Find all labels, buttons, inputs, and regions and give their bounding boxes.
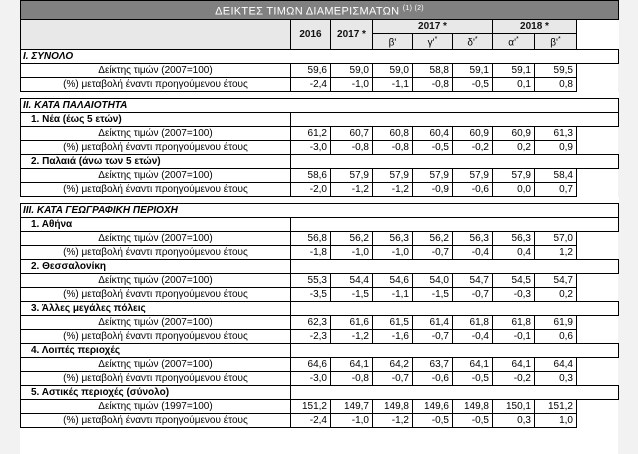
value-cell: 149,8 — [453, 400, 493, 414]
section-title: II. ΚΑΤΑ ΠΑΛΑΙΟΤΗΤΑ — [21, 99, 619, 113]
value-cell: 54,6 — [373, 274, 413, 288]
value-cell: -0,5 — [453, 78, 493, 92]
value-cell: -1,2 — [331, 330, 373, 344]
title-footnote-marker: (1) (2) — [402, 4, 424, 12]
value-cell: 151,2 — [291, 400, 331, 414]
row-label: Δείκτης τιμών (2007=100) — [21, 358, 291, 372]
value-cell: 57,9 — [453, 169, 493, 183]
value-cell: -0,7 — [413, 246, 453, 260]
header-year-2016: 2016 — [291, 20, 331, 50]
row-label: (%) μεταβολή έναντι προηγούμενου έτους — [21, 330, 291, 344]
value-cell: 59,1 — [493, 64, 535, 78]
row-trailing-cell — [577, 141, 619, 155]
value-cell: -0,5 — [453, 414, 493, 428]
value-cell: 54,7 — [535, 274, 577, 288]
subgroup-title: 3. Άλλες μεγάλες πόλεις — [21, 302, 291, 316]
price-index-table — [20, 0, 619, 428]
value-cell: 149,7 — [331, 400, 373, 414]
value-cell: 0,1 — [493, 78, 535, 92]
section-title: I. ΣΥΝΟΛΟ — [21, 50, 619, 64]
value-cell: 60,7 — [331, 127, 373, 141]
row-trailing-cell — [577, 400, 619, 414]
value-cell: 61,5 — [373, 316, 413, 330]
value-cell: -1,6 — [373, 330, 413, 344]
row-label: (%) μεταβολή έναντι προηγούμενου έτους — [21, 414, 291, 428]
value-cell: 57,9 — [493, 169, 535, 183]
header-quarter-label: α' — [508, 37, 516, 49]
subgroup-heading-row — [21, 260, 619, 274]
subgroup-fill — [291, 302, 619, 316]
value-cell: 56,3 — [493, 232, 535, 246]
table-row — [21, 183, 619, 197]
subgroup-fill — [291, 344, 619, 358]
subgroup-heading-row — [21, 344, 619, 358]
row-trailing-cell — [577, 78, 619, 92]
row-trailing-cell — [577, 127, 619, 141]
value-cell: 151,2 — [535, 400, 577, 414]
value-cell: 59,5 — [535, 64, 577, 78]
value-cell: 59,6 — [291, 64, 331, 78]
value-cell: -1,0 — [331, 78, 373, 92]
value-cell: 0,9 — [535, 141, 577, 155]
value-cell: 60,4 — [413, 127, 453, 141]
row-trailing-cell — [577, 274, 619, 288]
value-cell: 0,7 — [535, 183, 577, 197]
section-title: III. ΚΑΤΑ ΓΕΩΓΡΑΦΙΚΗ ΠΕΡΙΟΧΗ — [21, 204, 619, 218]
value-cell: 60,8 — [373, 127, 413, 141]
section-spacer — [21, 92, 619, 99]
row-trailing-cell — [577, 330, 619, 344]
value-cell: 60,9 — [453, 127, 493, 141]
row-label: Δείκτης τιμών (1997=100) — [21, 400, 291, 414]
value-cell: -1,1 — [373, 78, 413, 92]
value-cell: -1,0 — [331, 246, 373, 260]
section-heading-row — [21, 50, 619, 64]
value-cell: -0,5 — [453, 372, 493, 386]
row-label: Δείκτης τιμών (2007=100) — [21, 274, 291, 288]
header-quarter-1 — [413, 34, 453, 50]
row-label: Δείκτης τιμών (2007=100) — [21, 232, 291, 246]
subgroup-title: 1. Νέα (έως 5 ετών) — [21, 113, 291, 127]
value-cell: 0,0 — [493, 183, 535, 197]
header-quarter-0 — [373, 34, 413, 50]
value-cell: -0,4 — [453, 330, 493, 344]
value-cell: 61,3 — [535, 127, 577, 141]
value-cell: 61,9 — [535, 316, 577, 330]
header-quarter-3 — [493, 34, 535, 50]
value-cell: 54,7 — [453, 274, 493, 288]
row-trailing-cell — [577, 246, 619, 260]
value-cell: -1,5 — [331, 288, 373, 302]
value-cell: 64,4 — [535, 358, 577, 372]
row-trailing-cell — [577, 358, 619, 372]
table-row — [21, 141, 619, 155]
subgroup-heading-row — [21, 155, 619, 169]
header-quarter-2 — [453, 34, 493, 50]
value-cell: -2,3 — [291, 330, 331, 344]
row-label: Δείκτης τιμών (2007=100) — [21, 316, 291, 330]
value-cell: -1,0 — [331, 414, 373, 428]
table-row — [21, 372, 619, 386]
value-cell: -0,6 — [453, 183, 493, 197]
value-cell: 0,3 — [535, 372, 577, 386]
value-cell: 61,6 — [331, 316, 373, 330]
row-trailing-cell — [577, 414, 619, 428]
value-cell: 54,4 — [331, 274, 373, 288]
table-row — [21, 330, 619, 344]
header-quarter-label: γ' — [427, 37, 435, 49]
value-cell: -1,0 — [373, 246, 413, 260]
value-cell: 1,2 — [535, 246, 577, 260]
value-cell: -0,1 — [493, 330, 535, 344]
value-cell: -0,7 — [373, 372, 413, 386]
subgroup-fill — [291, 155, 619, 169]
value-cell: 0,2 — [493, 141, 535, 155]
value-cell: 61,8 — [453, 316, 493, 330]
subgroup-fill — [291, 218, 619, 232]
section-spacer — [21, 197, 619, 204]
value-cell: -0,7 — [453, 288, 493, 302]
table-row — [21, 127, 619, 141]
value-cell: 61,2 — [291, 127, 331, 141]
value-cell: -3,0 — [291, 141, 331, 155]
value-cell: 59,0 — [373, 64, 413, 78]
row-label: (%) μεταβολή έναντι προηγούμενου έτους — [21, 141, 291, 155]
value-cell: -3,5 — [291, 288, 331, 302]
row-trailing-cell — [577, 372, 619, 386]
value-cell: 0,2 — [535, 288, 577, 302]
value-cell: -2,4 — [291, 78, 331, 92]
value-cell: 59,0 — [331, 64, 373, 78]
value-cell: 64,2 — [373, 358, 413, 372]
subgroup-fill — [291, 113, 619, 127]
value-cell: -0,8 — [373, 141, 413, 155]
header-quarter-provisional-marker: * — [474, 36, 478, 43]
value-cell: 56,8 — [291, 232, 331, 246]
value-cell: -0,3 — [493, 288, 535, 302]
subgroup-title: 4. Λοιπές περιοχές — [21, 344, 291, 358]
value-cell: -0,8 — [331, 372, 373, 386]
header-year-2017: 2017 * — [331, 20, 373, 50]
table-row — [21, 288, 619, 302]
spacer-cell — [21, 197, 619, 204]
value-cell: -0,7 — [413, 330, 453, 344]
row-trailing-cell — [577, 316, 619, 330]
value-cell: 149,6 — [413, 400, 453, 414]
subgroup-title: 2. Παλαιά (άνω των 5 ετών) — [21, 155, 291, 169]
header-quarter-provisional-marker: * — [515, 36, 519, 43]
row-label: Δείκτης τιμών (2007=100) — [21, 64, 291, 78]
header-quarter-provisional-marker: * — [557, 36, 561, 43]
table-row — [21, 358, 619, 372]
header-group-2018: 2018 * — [493, 20, 577, 34]
row-label: (%) μεταβολή έναντι προηγούμενου έτους — [21, 246, 291, 260]
value-cell: -0,9 — [413, 183, 453, 197]
value-cell: 61,4 — [413, 316, 453, 330]
value-cell: -1,1 — [373, 288, 413, 302]
row-trailing-cell — [577, 64, 619, 78]
table-row — [21, 316, 619, 330]
header-group-2017: 2017 * — [373, 20, 493, 34]
table-row — [21, 78, 619, 92]
value-cell: 58,6 — [291, 169, 331, 183]
header-quarter-label: δ' — [467, 37, 475, 49]
price-index-sheet — [20, 0, 618, 454]
value-cell: 57,9 — [373, 169, 413, 183]
value-cell: 0,4 — [493, 246, 535, 260]
subgroup-title: 2. Θεσσαλονίκη — [21, 260, 291, 274]
subgroup-title: 5. Αστικές περιοχές (σύνολο) — [21, 386, 291, 400]
value-cell: 64,1 — [453, 358, 493, 372]
table-row — [21, 169, 619, 183]
value-cell: 63,7 — [413, 358, 453, 372]
value-cell: -2,0 — [291, 183, 331, 197]
value-cell: -0,5 — [413, 141, 453, 155]
header-quarter-label: β' — [388, 37, 397, 49]
table-row — [21, 232, 619, 246]
value-cell: 0,8 — [535, 78, 577, 92]
value-cell: -0,4 — [453, 246, 493, 260]
value-cell: -0,8 — [331, 141, 373, 155]
value-cell: -1,5 — [413, 288, 453, 302]
row-label: Δείκτης τιμών (2007=100) — [21, 127, 291, 141]
value-cell: -0,2 — [493, 372, 535, 386]
value-cell: -2,4 — [291, 414, 331, 428]
header-blank-cell — [21, 20, 291, 50]
value-cell: 60,9 — [493, 127, 535, 141]
table-row — [21, 64, 619, 78]
value-cell: 58,8 — [413, 64, 453, 78]
value-cell: 58,4 — [535, 169, 577, 183]
value-cell: 64,1 — [493, 358, 535, 372]
value-cell: -0,8 — [413, 78, 453, 92]
spacer-cell — [21, 92, 619, 99]
value-cell: 150,1 — [493, 400, 535, 414]
value-cell: 54,5 — [493, 274, 535, 288]
value-cell: 64,6 — [291, 358, 331, 372]
subgroup-heading-row — [21, 113, 619, 127]
subgroup-heading-row — [21, 302, 619, 316]
table-title — [21, 1, 619, 20]
header-row-years — [21, 20, 619, 34]
value-cell: 1,0 — [535, 414, 577, 428]
table-row — [21, 246, 619, 260]
value-cell: 64,1 — [331, 358, 373, 372]
subgroup-fill — [291, 260, 619, 274]
row-trailing-cell — [577, 169, 619, 183]
value-cell: 56,2 — [331, 232, 373, 246]
value-cell: 0,6 — [535, 330, 577, 344]
header-quarter-4 — [535, 34, 577, 50]
value-cell: 56,3 — [453, 232, 493, 246]
value-cell: -1,2 — [331, 183, 373, 197]
table-title-text: ΔΕΙΚΤΕΣ ΤΙΜΩΝ ΔΙΑΜΕΡΙΣΜΑΤΩΝ — [215, 5, 400, 18]
value-cell: -0,5 — [413, 414, 453, 428]
subgroup-fill — [291, 386, 619, 400]
subgroup-title: 1. Αθήνα — [21, 218, 291, 232]
section-heading-row — [21, 99, 619, 113]
table-body — [21, 50, 619, 428]
row-label: (%) μεταβολή έναντι προηγούμενου έτους — [21, 78, 291, 92]
header-quarter-label: β' — [550, 37, 558, 49]
header-spare — [577, 20, 619, 50]
subgroup-heading-row — [21, 386, 619, 400]
value-cell: -0,6 — [413, 372, 453, 386]
header-quarter-provisional-marker: * — [434, 36, 438, 43]
value-cell: -1,2 — [373, 414, 413, 428]
value-cell: 54,0 — [413, 274, 453, 288]
subgroup-heading-row — [21, 218, 619, 232]
value-cell: 62,3 — [291, 316, 331, 330]
value-cell: 56,2 — [413, 232, 453, 246]
row-label: (%) μεταβολή έναντι προηγούμενου έτους — [21, 372, 291, 386]
row-trailing-cell — [577, 183, 619, 197]
value-cell: 59,1 — [453, 64, 493, 78]
value-cell: 55,3 — [291, 274, 331, 288]
value-cell: 57,0 — [535, 232, 577, 246]
row-label: (%) μεταβολή έναντι προηγούμενου έτους — [21, 288, 291, 302]
value-cell: -1,2 — [373, 183, 413, 197]
value-cell: 56,3 — [373, 232, 413, 246]
value-cell: 149,8 — [373, 400, 413, 414]
table-title-row — [21, 1, 619, 20]
row-label: (%) μεταβολή έναντι προηγούμενου έτους — [21, 183, 291, 197]
row-trailing-cell — [577, 232, 619, 246]
value-cell: 57,9 — [331, 169, 373, 183]
value-cell: -3,0 — [291, 372, 331, 386]
section-heading-row — [21, 204, 619, 218]
value-cell: -1,8 — [291, 246, 331, 260]
table-row — [21, 274, 619, 288]
table-row — [21, 400, 619, 414]
value-cell: 61,8 — [493, 316, 535, 330]
value-cell: -0,2 — [453, 141, 493, 155]
row-trailing-cell — [577, 288, 619, 302]
value-cell: 0,3 — [493, 414, 535, 428]
value-cell: 57,9 — [413, 169, 453, 183]
table-row — [21, 414, 619, 428]
row-label: Δείκτης τιμών (2007=100) — [21, 169, 291, 183]
